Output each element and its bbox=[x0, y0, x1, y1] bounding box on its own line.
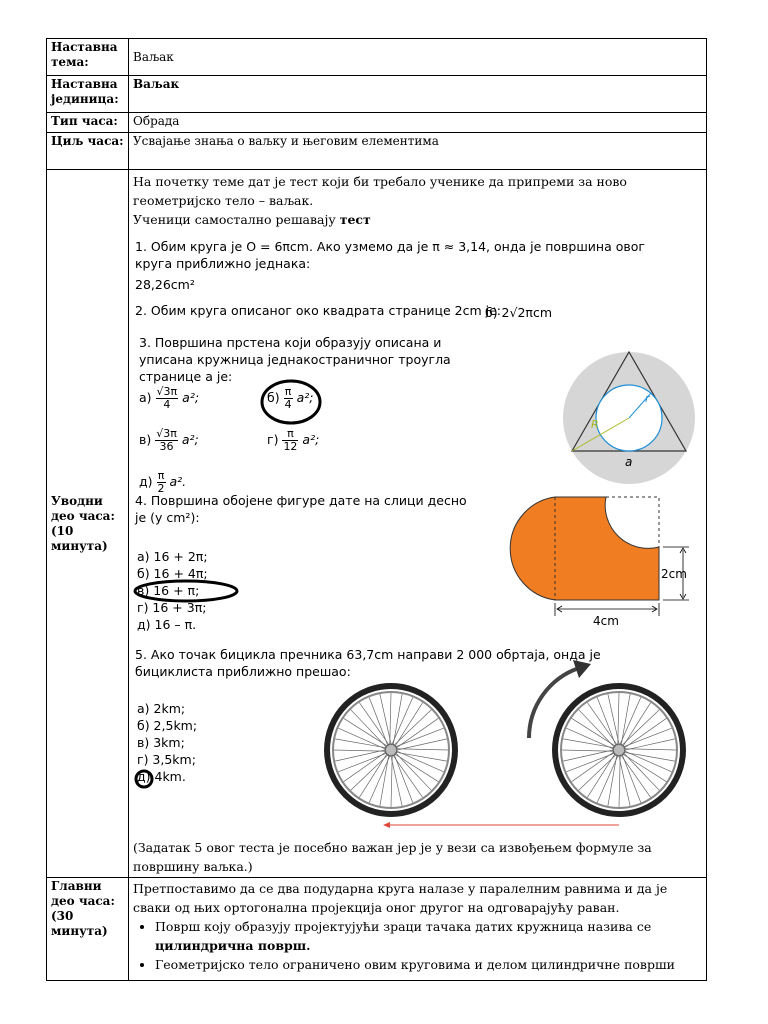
wheel-spoke bbox=[587, 753, 615, 797]
row-main bbox=[47, 878, 707, 981]
q3-g-num: π bbox=[282, 428, 298, 441]
fig4-label-height: 2cm bbox=[661, 567, 687, 581]
orange-region bbox=[510, 497, 659, 600]
row-jedinica bbox=[47, 76, 707, 113]
q3-b-var: a²; bbox=[296, 390, 314, 405]
fig3-label-r: r bbox=[645, 392, 650, 405]
q3-a-num: √3π bbox=[156, 385, 178, 398]
q5-option: б) 2,5km; bbox=[137, 718, 198, 733]
lesson-table bbox=[46, 38, 707, 981]
wheel-spoke bbox=[396, 751, 444, 772]
wheel-spoke bbox=[597, 755, 618, 803]
q3-v-fraction bbox=[155, 428, 178, 453]
tip-value: Обрада bbox=[129, 113, 707, 133]
wheel-spoke bbox=[608, 694, 619, 745]
question-4: 4. Површина обојене фигуре дате на слици десно је (у cm²): bbox=[135, 493, 467, 525]
question-3: 3. Површина прстена који образују описана и уписана кружница једнакостраничног троугла странице a је: bbox=[139, 335, 451, 384]
fig3-label-a: a bbox=[625, 455, 633, 469]
intro-test-text: Ученици самостално решавају bbox=[133, 212, 340, 227]
row-intro bbox=[47, 170, 707, 878]
bullet-bold-term: цилиндрична површ. bbox=[155, 938, 311, 953]
wheel-spoke bbox=[563, 750, 614, 761]
intro-test-bold: тест bbox=[339, 212, 371, 227]
wheel-spoke bbox=[393, 694, 402, 745]
wheel-spoke bbox=[622, 754, 666, 782]
wheel-spoke bbox=[335, 739, 386, 748]
question-1-answer: 28,26cm² bbox=[135, 277, 195, 292]
tema-value: Ваљак bbox=[129, 39, 707, 76]
wheel-spoke bbox=[335, 750, 386, 761]
q3-a-var: a²; bbox=[182, 390, 200, 405]
row-tema bbox=[47, 39, 707, 76]
main-label: Главни део часа: (30 минута) bbox=[47, 878, 129, 981]
q3-v-num: √3π bbox=[156, 427, 177, 440]
intro-content bbox=[129, 170, 707, 878]
rotation-arrow bbox=[521, 654, 601, 744]
main-bullet-list bbox=[133, 917, 702, 974]
wheel-spoke bbox=[562, 750, 614, 751]
intro-test-line bbox=[133, 210, 708, 229]
wheel-spoke bbox=[608, 755, 617, 806]
q5-option: г) 3,5km; bbox=[137, 752, 196, 767]
q4-option: а) 16 + 2π; bbox=[137, 549, 208, 564]
cilj-value: Усвајање знања о ваљку и његовим елементима bbox=[129, 133, 707, 170]
q4-option: д) 16 – π. bbox=[137, 617, 197, 632]
q3-answer-circle bbox=[259, 378, 323, 426]
wheel-spoke bbox=[396, 739, 447, 750]
bullet-text: Површ коју образују пројектујући зраци тачака датих кружница назива се bbox=[155, 919, 652, 934]
q3-g-var: a²; bbox=[302, 432, 320, 447]
distance-line bbox=[383, 820, 623, 830]
question-2-answer: б) 2√2πcm bbox=[485, 305, 553, 320]
wheel-spoke bbox=[619, 755, 620, 807]
q5-option: в) 3km; bbox=[137, 735, 185, 750]
q3-d-den: 2 bbox=[157, 482, 165, 495]
q3-g-den: 12 bbox=[283, 440, 298, 453]
wheel-spoke bbox=[380, 694, 391, 745]
fig4-label-width: 4cm bbox=[593, 614, 619, 627]
wheel-spoke bbox=[395, 703, 423, 747]
q4-option: в) 16 + π; bbox=[137, 583, 200, 598]
wheel-spoke bbox=[391, 755, 392, 807]
q5-option: а) 2km; bbox=[137, 701, 186, 716]
q3-a-label: а) bbox=[139, 390, 152, 405]
wheel-spoke bbox=[624, 749, 676, 750]
bicycle-wheel-left bbox=[321, 680, 461, 820]
wheel-spoke bbox=[624, 752, 675, 761]
wheel-spoke bbox=[390, 693, 391, 745]
main-content bbox=[129, 878, 707, 981]
cilj-label: Циљ часа: bbox=[47, 133, 129, 170]
wheel-spoke bbox=[394, 754, 438, 782]
question-5: 5. Ако точак бицикла пречника 63,7cm направи 2 000 обртаја, онда је бициклиста приближно прешао: bbox=[135, 647, 601, 679]
tip-label: Тип часа: bbox=[47, 113, 129, 133]
wheel-spoke bbox=[396, 752, 447, 761]
q4-option: б) 16 + 4π; bbox=[137, 566, 208, 581]
wheel-spoke bbox=[623, 703, 651, 747]
bullet-item: • Геометријско тело ограничено овим круговима и делом цилиндричне површи bbox=[155, 955, 702, 974]
q4-option: г) 16 + 3π; bbox=[137, 600, 207, 615]
q3-g-fraction bbox=[282, 428, 298, 453]
wheel-spoke bbox=[624, 739, 675, 750]
wheel-spoke bbox=[619, 755, 630, 806]
q3-d-var: a². bbox=[169, 474, 187, 489]
tema-label: Наставна тема: bbox=[47, 39, 129, 76]
jedinica-label: Наставна јединица: bbox=[47, 76, 129, 113]
wheel-spoke bbox=[396, 749, 448, 750]
q5-answer-circle bbox=[133, 768, 155, 790]
row-cilj bbox=[47, 133, 707, 170]
wheel-spoke bbox=[620, 697, 641, 745]
q3-v-den: 36 bbox=[159, 440, 174, 453]
intro-label: Уводни део часа: (10 минута) bbox=[47, 170, 129, 878]
q3-d-label: д) bbox=[139, 474, 153, 489]
q3-g-label: г) bbox=[267, 432, 279, 447]
q3-option-g bbox=[267, 428, 319, 453]
task-5-note: (Задатак 5 овог теста је посебно важан јер је у вези са извођењем формуле за површину ваљка.) bbox=[133, 840, 652, 874]
wheel-spoke bbox=[624, 751, 672, 772]
row-tip bbox=[47, 113, 707, 133]
q3-a-fraction bbox=[156, 386, 179, 411]
wheel-spoke bbox=[618, 693, 619, 745]
wheel-spoke bbox=[359, 753, 387, 797]
question-2: 2. Обим круга описаног око квадрата странице 2cm је: bbox=[135, 303, 502, 318]
wheel-spoke bbox=[334, 750, 386, 751]
fig3-label-R: R bbox=[591, 418, 599, 431]
main-paragraph: Претпоставимо да се два подударна круга налазе у паралелним равнима и да је сваки од њих ортогонална пројекција оног другог на одговарајућу раван. bbox=[133, 881, 668, 915]
wheel-spoke bbox=[344, 718, 388, 746]
q3-a-den: 4 bbox=[163, 398, 171, 411]
figure-triangle-ring bbox=[551, 340, 707, 486]
q3-v-var: a²; bbox=[181, 432, 199, 447]
figure-orange-shape bbox=[507, 492, 707, 627]
q5-option: д) 4km. bbox=[137, 769, 186, 784]
q3-b-label: б) bbox=[267, 390, 280, 405]
intro-paragraph: На почетку теме дат је тест који би требало ученике да припреми за ново геометријско тело – ваљак. bbox=[133, 174, 627, 208]
q3-b-den: 4 bbox=[284, 398, 292, 411]
wheel-spoke bbox=[391, 755, 402, 806]
wheel-spoke bbox=[621, 694, 630, 745]
q3-b-num: π bbox=[284, 385, 292, 398]
wheel-spoke bbox=[369, 755, 390, 803]
jedinica-value: Ваљак bbox=[129, 76, 707, 113]
q3-option-a bbox=[139, 386, 199, 411]
wheel-spoke bbox=[338, 728, 386, 749]
question-1: 1. Обим круга је O = 6πcm. Ако узмемо да је π ≈ 3,14, онда је површина овог круга приближно једнака: bbox=[135, 239, 645, 271]
q3-option-v bbox=[139, 428, 199, 453]
wheel-spoke bbox=[392, 697, 413, 745]
q4-answer-circle bbox=[131, 578, 243, 604]
wheel-spoke bbox=[380, 755, 389, 806]
q3-v-label: в) bbox=[139, 432, 152, 447]
q3-d-num: π bbox=[157, 469, 165, 482]
bullet-item bbox=[155, 917, 702, 955]
